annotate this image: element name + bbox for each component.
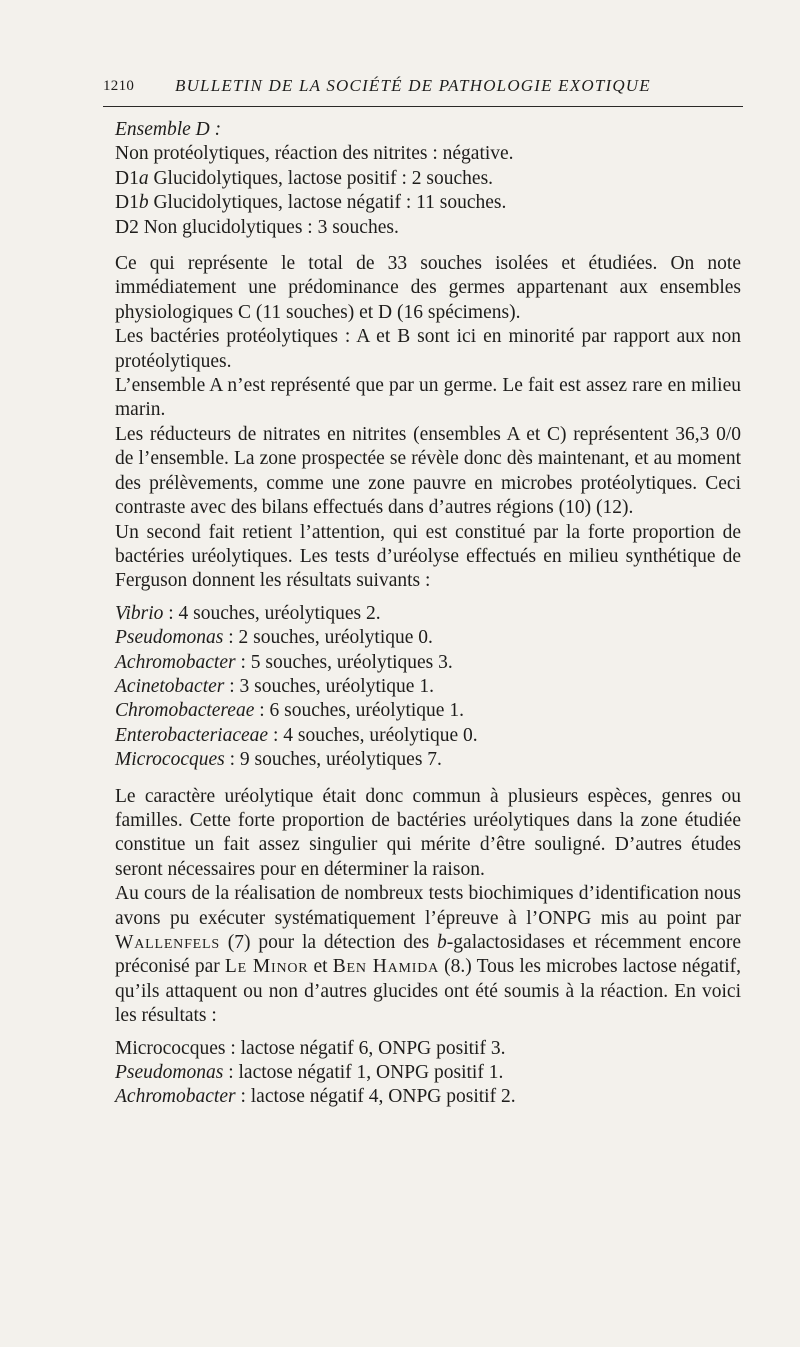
onpg-results-list <box>115 1037 741 1110</box>
list-item: Achromobacter : lactose négatif 4, ONPG positif 2. <box>115 1086 516 1108</box>
list-item: Achromobacter : 5 souches, uréolytiques 3. <box>115 651 453 673</box>
paragraph: Ce qui représente le total de 33 souches isolées et étudiées. On note immédiatement une prédominance des germes appartenant aux ensembles physiologiques C (11 souches) et D (16 spécimens). <box>115 253 741 323</box>
list-item: Micrococques : lactose négatif 6, ONPG positif 3. <box>115 1037 506 1059</box>
author-name: Wallenfels <box>115 932 220 953</box>
ensemble-d-heading: Ensemble D : <box>115 119 222 140</box>
author-name: Le Minor <box>224 956 309 978</box>
paragraph: L’ensemble A n’est représenté que par un germe. Le fait est assez rare en milieu marin. <box>115 375 741 421</box>
list-item: Enterobacteriaceae : 4 souches, uréolytique 0. <box>115 724 478 746</box>
author-name: Ben Hamida <box>332 956 440 978</box>
list-item: Pseudomonas : lactose négatif 1, ONPG positif 1. <box>115 1062 504 1084</box>
header-rule <box>103 106 743 107</box>
ensemble-d-item: D2 Non glucidolytiques : 3 souches. <box>115 216 399 238</box>
paragraph: Les réducteurs de nitrates en nitrites (ensembles A et C) représentent 36,3 0/0 de l’ensemble. La zone prospectée se révèle donc dès maintenant, et au moment des prélèvements, comme une zone pauvre en microbes protéolytiques. Ceci contraste avec des bilans effectués dans d’autres régions (10) (12). <box>115 423 741 519</box>
paragraph-onpg: Au cours de la réalisation de nombreux tests biochimiques d’identification nous avons pu exécuter systématiquement l’épreuve à l’ONPG mis au point par Wallenfels (7) pour la détection des b-galactosidases et récemment encore préconisé par Le Minor et Ben Hamida (8.) Tous les microbes lactose négatif, qu’ils attaquent ou non d’autres glucides ont été soumis à la réaction. En voici les résultats : <box>115 883 742 1027</box>
article-body <box>115 118 741 1110</box>
page-number: 1210 <box>103 78 135 94</box>
list-item: Vibrio : 4 souches, uréolytiques 2. <box>115 602 381 624</box>
list-item: Micrococques : 9 souches, uréolytiques 7. <box>115 749 442 771</box>
list-item: Chromobactereae : 6 souches, uréolytique 1. <box>115 700 464 722</box>
list-item: Acinetobacter : 3 souches, uréolytique 1. <box>115 675 434 697</box>
ensemble-d-intro: Non protéolytiques, réaction des nitrites : négative. <box>115 143 514 165</box>
journal-title: BULLETIN DE LA SOCIÉTÉ DE PATHOLOGIE EXOTIQUE <box>175 76 651 95</box>
list-item: Pseudomonas : 2 souches, uréolytique 0. <box>115 627 433 649</box>
paragraph: Les bactéries protéolytiques : A et B sont ici en minorité par rapport aux non protéolytiques. <box>115 326 741 372</box>
paragraph: Un second fait retient l’attention, qui est constitué par la forte proportion de bactéries uréolytiques. Les tests d’uréolyse effectués en milieu synthétique de Ferguson donnent les résultats suivants : <box>115 521 741 592</box>
ensemble-d-item: D1b Glucidolytiques, lactose négatif : 11 souches. <box>115 192 507 214</box>
ureolyse-results-list <box>115 602 741 773</box>
paragraph: Le caractère uréolytique était donc commun à plusieurs espèces, genres ou familles. Cette forte proportion de bactéries uréolytiques dans la zone étudiée constitue un fait assez singulier qui mérite d’être souligné. D’autres études seront nécessaires pour en déterminer la raison. <box>115 785 741 880</box>
ensemble-d-item: D1a Glucidolytiques, lactose positif : 2 souches. <box>115 167 494 189</box>
